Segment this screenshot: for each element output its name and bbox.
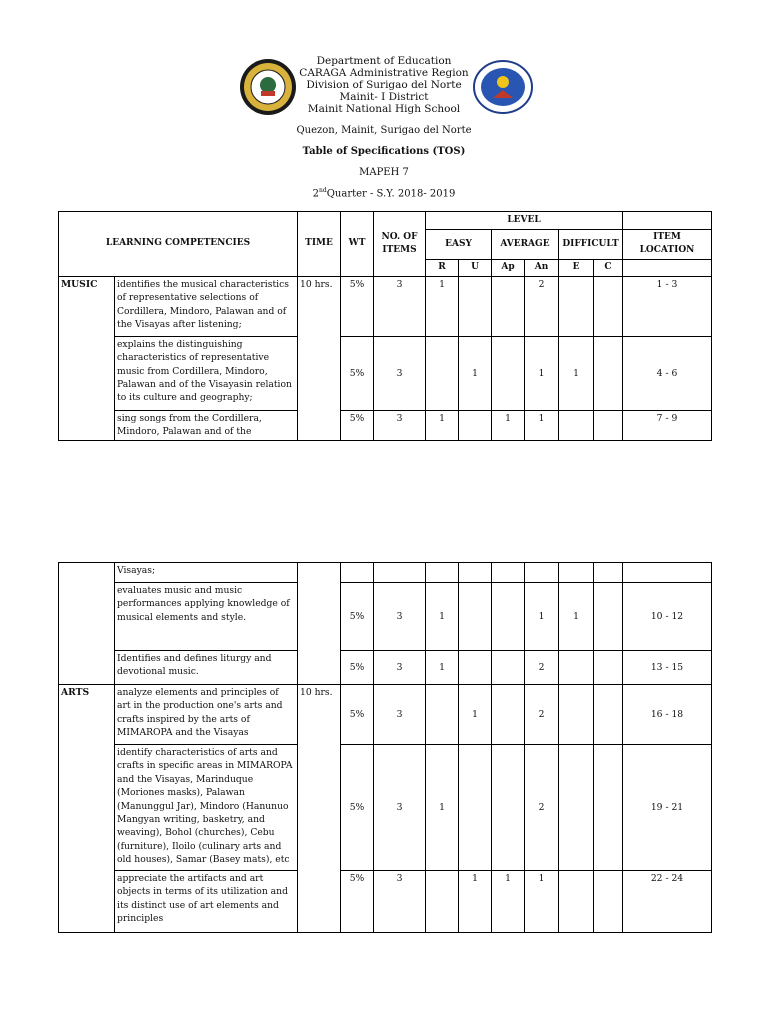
items-cell: 3 (374, 336, 426, 410)
r-cell: 1 (426, 583, 459, 651)
competency-text: identify characteristics of arts and crafts in specific areas in MIMAROPA and the Visayas, Marinduque (Moriones masks), Palawan (Manunggul Jar), Mindoro (Hanunuo Mangyan writing, basketry, and weaving), Bohol (churches), Cebu (furniture), Iloilo (culinary arts and old houses), Samar (Basey mats), etc (115, 745, 298, 871)
subject-label (59, 563, 115, 685)
items-cell: 3 (374, 871, 426, 933)
header-an: An (525, 259, 559, 276)
table-row (59, 336, 712, 410)
quarter-line (0, 187, 768, 199)
time-cell (298, 563, 341, 685)
r-cell (426, 871, 459, 933)
an-cell: 1 (525, 410, 559, 440)
an-cell: 2 (525, 685, 559, 745)
u-cell: 1 (459, 336, 492, 410)
items-cell: 3 (374, 745, 426, 871)
address: Quezon, Mainit, Surigao del Norte (296, 125, 472, 136)
wt-cell: 5% (341, 276, 374, 336)
e-cell (559, 685, 594, 745)
header-easy: EASY (426, 230, 492, 260)
table-row (59, 583, 712, 651)
header-line: Division of Surigao del Norte (306, 79, 462, 91)
header-average: AVERAGE (492, 230, 559, 260)
r-cell (426, 685, 459, 745)
time-cell: 10 hrs. (298, 685, 341, 933)
c-cell (594, 276, 623, 336)
header-time: TIME (298, 212, 341, 277)
an-cell: 2 (525, 276, 559, 336)
location-cell: 16 - 18 (623, 685, 712, 745)
ap-cell: 1 (492, 410, 525, 440)
wt-cell: 5% (341, 745, 374, 871)
location-cell: 22 - 24 (623, 871, 712, 933)
items-cell: 3 (374, 651, 426, 685)
e-cell (559, 410, 594, 440)
header-r: R (426, 259, 459, 276)
document-title: Table of Specifications (TOS) (302, 146, 466, 157)
location-cell: 7 - 9 (623, 410, 712, 440)
ap-cell (492, 276, 525, 336)
competency-text: Visayas; (115, 563, 298, 583)
header-e: E (559, 259, 594, 276)
location-cell: 10 - 12 (623, 583, 712, 651)
e-cell (559, 745, 594, 871)
c-cell (594, 871, 623, 933)
wt-cell: 5% (341, 336, 374, 410)
school-header (0, 55, 768, 115)
competency-text: appreciate the artifacts and art objects in terms of its utilization and its distinct use of art elements and principles (115, 871, 298, 933)
ap-cell: 1 (492, 871, 525, 933)
wt-cell: 5% (341, 685, 374, 745)
r-cell (426, 336, 459, 410)
items-cell: 3 (374, 276, 426, 336)
c-cell (594, 745, 623, 871)
r-cell: 1 (426, 410, 459, 440)
table-row (59, 745, 712, 871)
e-cell (559, 871, 594, 933)
an-cell: 1 (525, 583, 559, 651)
ap-cell (492, 336, 525, 410)
header-c: C (594, 259, 623, 276)
header-line: CARAGA Administrative Region (299, 67, 469, 79)
competency-text: identifies the musical characteristics of representative selections of Cordillera, Mindoro, Palawan and of the Visayas after listening; (115, 276, 298, 336)
table-row (59, 563, 712, 583)
items-cell: 3 (374, 685, 426, 745)
c-cell (594, 685, 623, 745)
table-row (59, 276, 712, 336)
table-row (59, 410, 712, 440)
u-cell (459, 410, 492, 440)
e-cell (559, 651, 594, 685)
competency-text: sing songs from the Cordillera, Mindoro, Palawan and of the (115, 410, 298, 440)
e-cell: 1 (559, 336, 594, 410)
ap-cell (492, 583, 525, 651)
quarter-number: 2 (312, 188, 319, 200)
u-cell (459, 745, 492, 871)
ap-cell (492, 685, 525, 745)
u-cell: 1 (459, 685, 492, 745)
table-row (59, 685, 712, 745)
quarter-text: Quarter - S.Y. 2018- 2019 (326, 188, 456, 200)
u-cell (459, 583, 492, 651)
subject-title: MAPEH 7 (359, 167, 409, 178)
c-cell (594, 410, 623, 440)
header-items: NO. OF ITEMS (374, 212, 426, 277)
location-cell: 19 - 21 (623, 745, 712, 871)
wt-cell: 5% (341, 583, 374, 651)
quarter-suffix: nd (319, 187, 327, 194)
header-difficult: DIFFICULT (559, 230, 623, 260)
c-cell (594, 651, 623, 685)
subject-label: ARTS (59, 685, 115, 933)
an-cell: 1 (525, 336, 559, 410)
an-cell: 2 (525, 745, 559, 871)
wt-cell: 5% (341, 410, 374, 440)
u-cell (459, 651, 492, 685)
e-cell (559, 276, 594, 336)
items-cell: 3 (374, 410, 426, 440)
header-line: Mainit- I District (339, 91, 429, 103)
header-level: LEVEL (426, 212, 623, 230)
header-line: Mainit National High School (307, 103, 461, 115)
u-cell: 1 (459, 871, 492, 933)
competency-text: explains the distinguishing characteristics of representative music from Cordillera, Mindoro, Palawan and of the Visayasin relation to its culture and geography; (115, 336, 298, 410)
an-cell: 2 (525, 651, 559, 685)
u-cell (459, 276, 492, 336)
c-cell (594, 583, 623, 651)
competency-text: analyze elements and principles of art in the production one's arts and crafts inspired by the arts of MIMAROPA and the Visayas (115, 685, 298, 745)
ap-cell (492, 651, 525, 685)
location-cell: 4 - 6 (623, 336, 712, 410)
tos-table-page-2 (58, 562, 712, 933)
subject-label: MUSIC (59, 276, 115, 440)
location-cell: 1 - 3 (623, 276, 712, 336)
time-cell: 10 hrs. (298, 276, 341, 440)
ap-cell (492, 745, 525, 871)
table-row (59, 651, 712, 685)
competency-text: evaluates music and music performances applying knowledge of musical elements and style. (115, 583, 298, 651)
header-line: Department of Education (316, 55, 452, 67)
e-cell: 1 (559, 583, 594, 651)
header-competencies: LEARNING COMPETENCIES (59, 212, 298, 277)
header-location: ITEM LOCATION (623, 230, 712, 260)
location-cell: 13 - 15 (623, 651, 712, 685)
header-u: U (459, 259, 492, 276)
items-cell: 3 (374, 583, 426, 651)
r-cell: 1 (426, 745, 459, 871)
an-cell: 1 (525, 871, 559, 933)
wt-cell: 5% (341, 871, 374, 933)
header-blank (623, 212, 712, 230)
wt-cell: 5% (341, 651, 374, 685)
header-ap: Ap (492, 259, 525, 276)
header-wt: WT (341, 212, 374, 277)
tos-table-page-1 (58, 211, 712, 441)
competency-text: Identifies and defines liturgy and devotional music. (115, 651, 298, 685)
c-cell (594, 336, 623, 410)
header-blank (623, 259, 712, 276)
r-cell: 1 (426, 276, 459, 336)
table-row (59, 871, 712, 933)
r-cell: 1 (426, 651, 459, 685)
